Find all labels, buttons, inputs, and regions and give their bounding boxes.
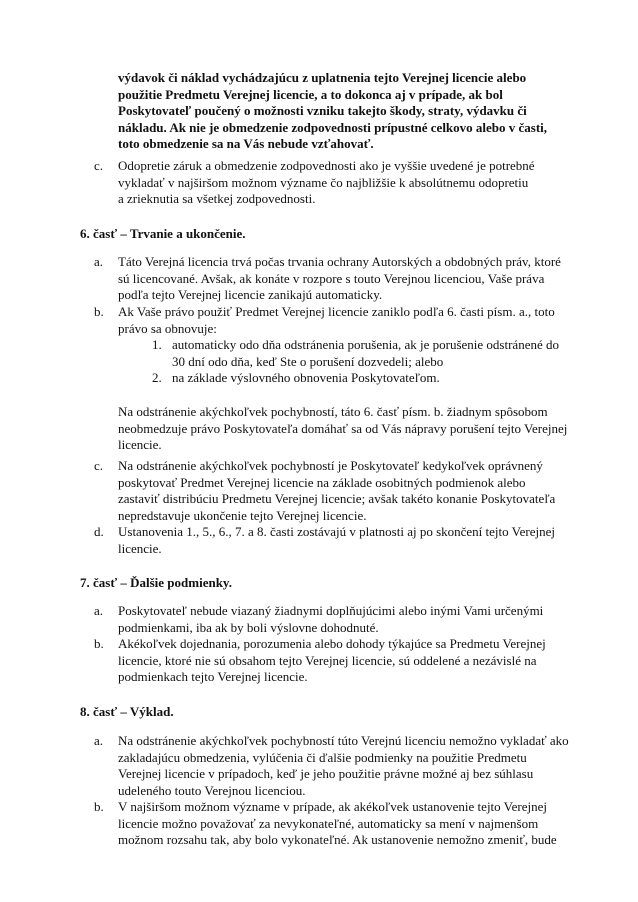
text-line: podmienkach tejto Verejnej licencie. — [118, 669, 308, 685]
text-line: výdavok či náklad vychádzajúcu z uplatnenia tejto Verejnej licencie alebo — [118, 70, 527, 85]
text-line: nepredstavuje ukončenie tejto Verejnej licencie. — [118, 507, 367, 523]
section-7-heading: 7. časť – Ďalšie podmienky. — [80, 575, 232, 590]
list-label: d. — [94, 524, 104, 539]
text-line: Odopretie záruk a obmedzenie zodpovednosti ako je vyššie uvedené je potrebné — [118, 158, 535, 173]
text-line: Na odstránenie akýchkoľvek pochybností túto Verejnú licenciu nemožno vykladať ako — [118, 733, 569, 748]
text-line: sú licencované. Avšak, ak konáte v rozpore s touto Verejnou licenciou, Vaše práva — [118, 270, 545, 286]
text-line: použitie Predmetu Verejnej licencie, a to dokonca aj v prípade, ak bol — [118, 86, 503, 102]
text-line: udeleného touto Verejnou licenciou. — [118, 782, 306, 798]
text-line: nákladu. Ak nie je obmedzenie zodpovednosti prípustné celkovo alebo v časti, — [118, 119, 548, 135]
text-line: vykladať v najširšom možnom význame čo najbližšie k absolútnemu odopretiu — [118, 174, 529, 190]
text-line: automaticky odo dňa odstránenia porušenia, ak je porušenie odstránené do — [172, 337, 559, 353]
text-line: Poskytovateľ poučený o možnosti vzniku takejto škody, straty, výdavku či — [118, 103, 527, 119]
list-label: c. — [94, 158, 104, 173]
list-label: b. — [94, 304, 104, 319]
text-line: Verejnej licencie v prípadoch, keď je jeho použitie právne možné aj bez súhlasu — [118, 766, 534, 782]
text-line: Táto Verejná licencia trvá počas trvania ochrany Autorských a obdobných práv, ktoré — [118, 254, 561, 269]
list-label: b. — [94, 636, 104, 651]
text-line: Ustanovenia 1., 5., 6., 7. a 8. časti zostávajú v platnosti aj po skončení tejto Verejnej — [118, 524, 555, 539]
text-line: licencie, ktoré nie sú obsahom tejto Verejnej licencie, sú oddelené a nezávislé na — [118, 652, 537, 668]
sub-list-label: 1. — [152, 337, 162, 353]
list-label: a. — [94, 733, 104, 748]
text-line: licencie možno považovať za nevykonateľné, automaticky sa mení v najmenšom — [118, 815, 539, 831]
text-line: 30 dní odo dňa, keď Ste o porušení dozvedeli; alebo — [172, 353, 444, 369]
text-line: podľa tejto Verejnej licencie zanikajú automaticky. — [118, 287, 383, 303]
text-line: zastaviť distribúciu Predmetu Verejnej licencie; avšak takéto konanie Poskytovateľa — [118, 491, 556, 507]
text-line: Akékoľvek dojednania, porozumenia alebo dohody týkajúce sa Predmetu Verejnej — [118, 636, 546, 651]
text-line: Na odstránenie akýchkoľvek pochybností, táto 6. časť písm. b. žiadnym spôsobom — [118, 404, 548, 419]
text-line: poskytovať Predmet Verejnej licencie na základe osobitných podmienok alebo — [118, 474, 526, 490]
list-label: c. — [94, 458, 104, 473]
text-line: zakladajúcu obmedzenia, vylúčenia či ďalšie podmienky na použitie Predmetu — [118, 749, 527, 765]
text-line: podmienkami, iba ak by boli výslovne dohodnuté. — [118, 619, 379, 635]
text-line: toto obmedzenie sa na Vás nebude vzťahovať. — [118, 136, 374, 152]
text-line: Poskytovateľ nebude viazaný žiadnymi doplňujúcimi alebo inými Vami určenými — [118, 603, 544, 618]
text-line: právo sa obnovuje: — [118, 320, 217, 336]
sub-list-label: 2. — [152, 370, 162, 386]
text-line: licencie. — [118, 540, 162, 556]
text-line: na základe výslovného obnovenia Poskytovateľom. — [172, 370, 440, 386]
text-line: V najširšom možnom význame v prípade, ak akékoľvek ustanovenie tejto Verejnej — [118, 799, 547, 814]
text-line: Na odstránenie akýchkoľvek pochybností je Poskytovateľ kedykoľvek oprávnený — [118, 458, 543, 473]
section-8-heading: 8. časť – Výklad. — [80, 704, 174, 719]
list-label: a. — [94, 603, 104, 618]
list-label: b. — [94, 799, 104, 814]
text-line: možnom rozsahu tak, aby bolo vykonateľné. Ak ustanovenie nemožno zmeniť, bude — [118, 832, 557, 848]
text-line: a zrieknutia sa všetkej zodpovednosti. — [118, 191, 316, 207]
text-line: licencie. — [118, 437, 162, 453]
text-line: Ak Vaše právo použiť Predmet Verejnej licencie zaniklo podľa 6. časti písm. a., toto — [118, 304, 555, 319]
text-line: neobmedzuje právo Poskytovateľa domáhať sa od Vás nápravy porušení tejto Verejnej — [118, 420, 568, 436]
section-6-heading: 6. časť – Trvanie a ukončenie. — [80, 226, 246, 241]
list-label: a. — [94, 254, 104, 269]
